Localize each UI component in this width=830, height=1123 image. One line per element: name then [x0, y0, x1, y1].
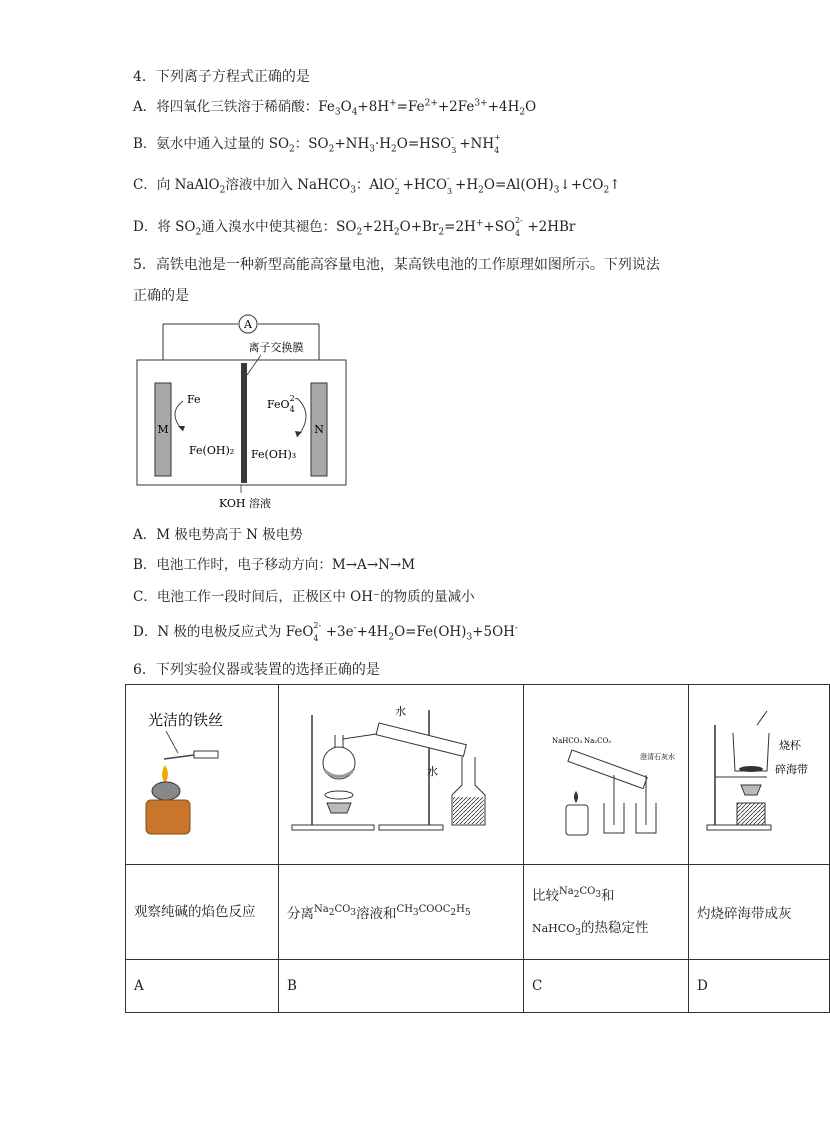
q4-stem: 4．下列离子方程式正确的是	[133, 69, 310, 85]
img-d-label-beaker: 烧杯	[779, 739, 801, 752]
q6-image-a	[126, 685, 279, 865]
img-a-label: 光洁的铁丝	[148, 711, 224, 729]
ion-exchange-membrane	[241, 363, 247, 483]
q6-image-d	[689, 685, 830, 865]
q6-desc-a: 观察纯碱的焰色反应	[126, 865, 279, 960]
beaker-icon	[733, 733, 769, 771]
q6-option-c[interactable]: C	[524, 960, 689, 1013]
q5-stem-line2: 正确的是	[133, 288, 189, 304]
q6-option-d[interactable]: D	[689, 960, 830, 1013]
q6-image-c	[524, 685, 689, 865]
q6-desc-b: 分离$^{Na_2CO_3}$溶液和$^{CH_3COOC_2H_5}$	[279, 865, 524, 960]
q5-stem-line1: 5．高铁电池是一种新型高能高容量电池，某高铁电池的工作原理如图所示。下列说法	[133, 257, 660, 273]
electrode-m-label: M	[157, 423, 169, 436]
q6-image-b	[279, 685, 524, 865]
q6-desc-d: 灼烧碎海带成灰	[689, 865, 830, 960]
q6-desc-c: 比较$^{Na_2CO_3}$和 NaHCO$_3$的热稳定性	[524, 865, 689, 960]
q4-option-a[interactable]: A．将四氧化三铁溶于稀硝酸：$Fe_3O_4+8H^+=Fe^{2+}+2Fe^{3+}+4H_2O$	[133, 98, 537, 118]
q4-option-c[interactable]: C．向 NaAlO$_2$溶液中加入 NaHCO$_3$：AlO - 2 +HCO - 3 $+H_2O=Al(OH)_3↓+CO_2↑$	[133, 174, 621, 196]
test-tube-icon	[568, 750, 647, 789]
q6-option-b[interactable]: B	[279, 960, 524, 1013]
water-out-label: 水	[427, 765, 438, 778]
q5-option-c[interactable]: C．电池工作一段时间后，正极区中 OH⁻的物质的量减小	[133, 589, 475, 605]
q4-option-d[interactable]: D．将 $SO_2$通入溴水中使其褪色：$SO_2+2H_2O+Br_2=2H^++SO$ 2- 4 +2HBr	[133, 216, 576, 238]
left-reactant: Fe	[187, 393, 201, 406]
battery-diagram	[133, 313, 353, 513]
q5-option-b[interactable]: B．电池工作时，电子移动方向：M→A→N→M	[133, 557, 416, 573]
img-c-label-na2co3: Na₂CO₃	[584, 737, 612, 745]
right-reactant: FeO$_4$2-	[267, 394, 298, 414]
q5-option-a[interactable]: A．M 极电势高于 N 极电势	[133, 527, 303, 543]
q5-option-d[interactable]: D．N 极的电极反应式为 FeO 2- 4 $+3e^-+4H_2O=Fe(OH)_3+5OH^-$	[133, 621, 518, 643]
img-c-label-limewater: 澄清石灰水	[640, 753, 675, 761]
water-in-label: 水	[395, 705, 406, 718]
q6-stem: 6．下列实验仪器或装置的选择正确的是	[133, 662, 380, 678]
condenser-icon	[376, 723, 466, 756]
q4-option-b[interactable]: B．氨水中通入过量的 $SO_2$：$SO_2+NH_3\cdot H_2O=HSO$ - 3 +NH + 4	[133, 133, 501, 155]
img-c-label-nahco3: NaHCO₃	[552, 737, 583, 745]
alcohol-lamp-icon	[146, 800, 190, 834]
img-d-label-seaweed: 碎海带	[775, 763, 808, 776]
q6-option-a[interactable]: A	[126, 960, 279, 1013]
q6-options-table	[125, 684, 830, 1013]
electrode-n-label: N	[314, 423, 324, 436]
membrane-label: 离子交换膜	[248, 341, 304, 354]
left-product: Fe(OH)₂	[189, 444, 235, 457]
right-product: Fe(OH)₃	[251, 448, 297, 461]
ammeter-label: A	[244, 318, 252, 331]
electrolyte-label: KOH 溶液	[218, 497, 272, 510]
